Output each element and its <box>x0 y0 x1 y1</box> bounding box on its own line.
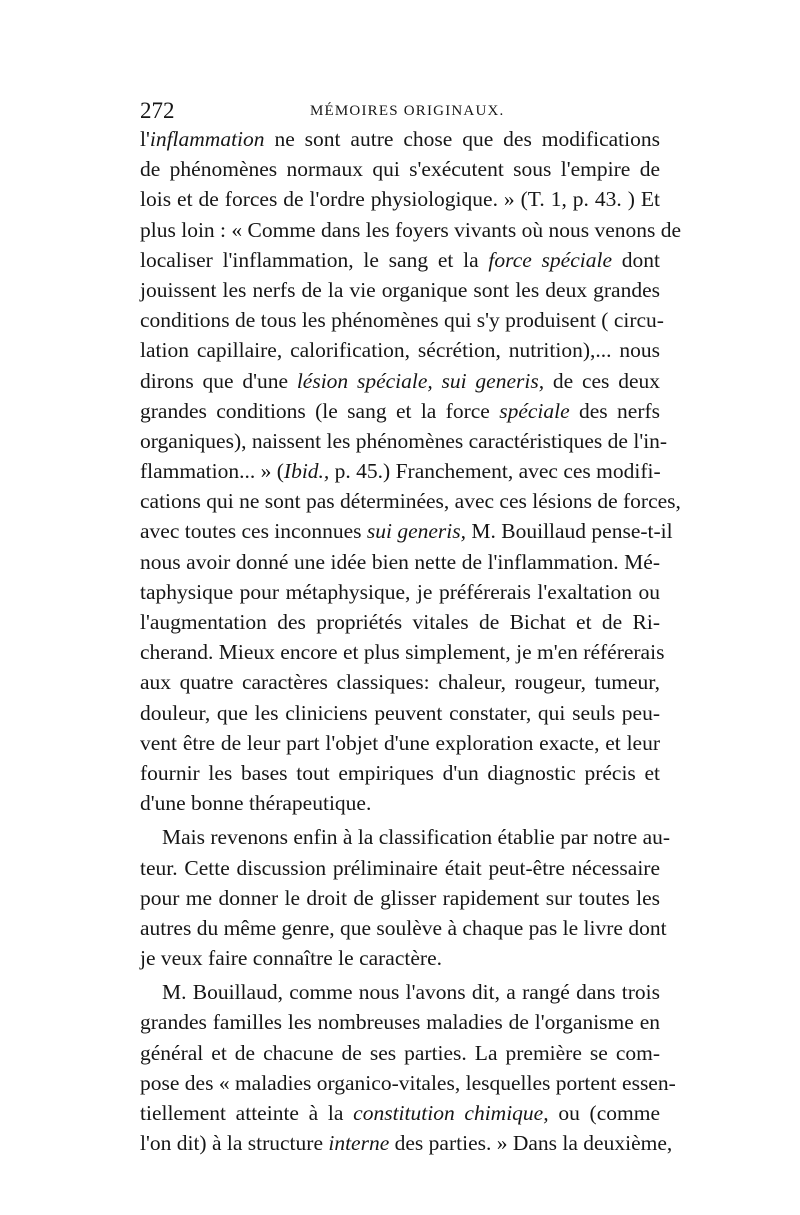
text-line <box>140 516 673 546</box>
text-run: ou (comme <box>548 1101 660 1125</box>
text-line <box>140 637 665 667</box>
italic-run: lésion spéciale, sui generis, <box>296 368 545 393</box>
text-line <box>140 943 660 973</box>
italic-run: spéciale <box>499 398 570 423</box>
text-run: lation capillaire, calorification, sécrétion, nutrition),... nous <box>140 338 660 363</box>
text-line <box>140 758 660 788</box>
text-run: d'une bonne thérapeutique. <box>140 791 372 816</box>
text-run: dont <box>612 247 661 272</box>
text-run: fournir les bases tout empiriques d'un diagnostic précis et <box>140 760 660 785</box>
text-run: je veux faire connaître le caractère. <box>140 946 442 971</box>
text-line <box>140 426 668 456</box>
text-run: plus loin : « Comme dans les foyers vivants où nous venons de <box>140 217 682 242</box>
text-run: général et de chacune de ses parties. La première se com- <box>140 1040 660 1065</box>
text-line <box>140 667 660 697</box>
text-line <box>140 305 664 335</box>
text-run: douleur, que les cliniciens peuvent constater, qui seuls peu- <box>140 700 660 725</box>
text-line <box>140 728 660 758</box>
text-run: Mais revenons enfin à la classification établie par notre au- <box>162 825 671 850</box>
text-run: M. Bouillaud, comme nous l'avons dit, a rangé dans trois <box>162 980 660 1005</box>
text-line <box>140 486 681 516</box>
paragraph <box>140 822 671 973</box>
text-line <box>140 124 660 154</box>
italic-run: Ibid., <box>283 459 330 484</box>
text-run: ne sont autre chose que des modifications <box>264 127 660 151</box>
page-header <box>140 96 660 126</box>
italic-run: inflammation <box>149 127 265 151</box>
text-run: taphysique pour métaphysique, je préférerais l'exaltation ou <box>140 579 660 604</box>
text-line <box>140 822 671 852</box>
text-line <box>140 215 682 245</box>
italic-run: sui generis, <box>366 519 467 544</box>
text-run: lois et de forces de l'ordre physiologique. » (T. 1, p. 43. ) Et <box>140 187 660 212</box>
text-line <box>140 245 660 275</box>
text-line <box>140 366 660 396</box>
text-run: aux quatre caractères classiques: chaleur, rougeur, tumeur, <box>140 670 660 695</box>
text-line <box>140 335 660 365</box>
text-run: cherand. Mieux encore et plus simplement, je m'en référerais <box>140 640 665 665</box>
text-run: cations qui ne sont pas déterminées, avec ces lésions de forces, <box>140 489 681 514</box>
italic-run: interne <box>328 1131 390 1156</box>
text-run: l'augmentation des propriétés vitales de Bichat et de Ri- <box>140 610 660 634</box>
text-line <box>140 607 660 637</box>
text-line <box>140 547 660 577</box>
text-run: pose des « maladies organico-vitales, lesquelles portent essen- <box>140 1070 676 1095</box>
text-line <box>140 154 660 184</box>
text-line <box>140 853 660 883</box>
text-line <box>140 1098 660 1128</box>
text-line <box>140 1038 660 1068</box>
text-line <box>140 396 660 426</box>
text-line <box>140 577 660 607</box>
text-run: l' <box>140 127 150 151</box>
text-run: flammation... » ( <box>140 459 284 484</box>
text-run: M. Bouillaud pense-t-il <box>466 519 673 544</box>
text-run: localiser l'inflammation, le sang et la <box>140 247 489 272</box>
text-run: jouissent les nerfs de la vie organique sont les deux grandes <box>140 277 660 302</box>
running-head: MÉMOIRES ORIGINAUX. <box>310 103 505 119</box>
italic-run: constitution chimique, <box>353 1101 549 1125</box>
text-line <box>140 184 660 214</box>
text-line <box>140 698 660 728</box>
text-run: grandes familles les nombreuses maladies de l'organisme en <box>140 1010 660 1035</box>
text-run: tiellement atteinte à la <box>140 1101 354 1125</box>
text-line <box>140 913 667 943</box>
text-run: autres du même genre, que soulève à chaque pas le livre dont <box>140 915 667 940</box>
text-run: de ces deux <box>544 368 660 393</box>
text-line <box>140 1128 673 1158</box>
text-run: nous avoir donné une idée bien nette de l'inflammation. Mé- <box>140 549 660 574</box>
text-line <box>140 456 660 486</box>
page-number: 272 <box>140 98 175 123</box>
text-run: vent être de leur part l'objet d'une exploration exacte, et leur <box>140 730 660 755</box>
text-run: l'on dit) à la structure <box>140 1131 329 1156</box>
text-line <box>140 275 660 305</box>
paragraph <box>140 977 676 1158</box>
text-run: dirons que d'une <box>140 368 297 393</box>
paragraph <box>140 124 682 818</box>
text-run: teur. Cette discussion préliminaire était peut-être nécessaire <box>140 855 660 880</box>
text-line <box>140 977 660 1007</box>
text-line <box>140 883 660 913</box>
text-run: de phénomènes normaux qui s'exécutent sous l'empire de <box>140 157 660 182</box>
body-text <box>140 124 682 1158</box>
text-run: pour me donner le droit de glisser rapidement sur toutes les <box>140 885 660 910</box>
italic-run: force spéciale <box>488 247 613 272</box>
text-run: organiques), naissent les phénomènes caractéristiques de l'in- <box>140 428 668 453</box>
text-run: des nerfs <box>569 398 661 423</box>
text-run: des parties. » Dans la deuxième, <box>389 1131 673 1156</box>
text-run: avec toutes ces inconnues <box>140 519 367 544</box>
text-line <box>140 788 660 818</box>
text-line <box>140 1007 660 1037</box>
text-run: conditions de tous les phénomènes qui s'y produisent ( circu- <box>140 308 664 333</box>
text-run: p. 45.) Franchement, avec ces modifi- <box>329 459 661 484</box>
text-line <box>140 1068 676 1098</box>
text-run: grandes conditions (le sang et la force <box>140 398 500 423</box>
